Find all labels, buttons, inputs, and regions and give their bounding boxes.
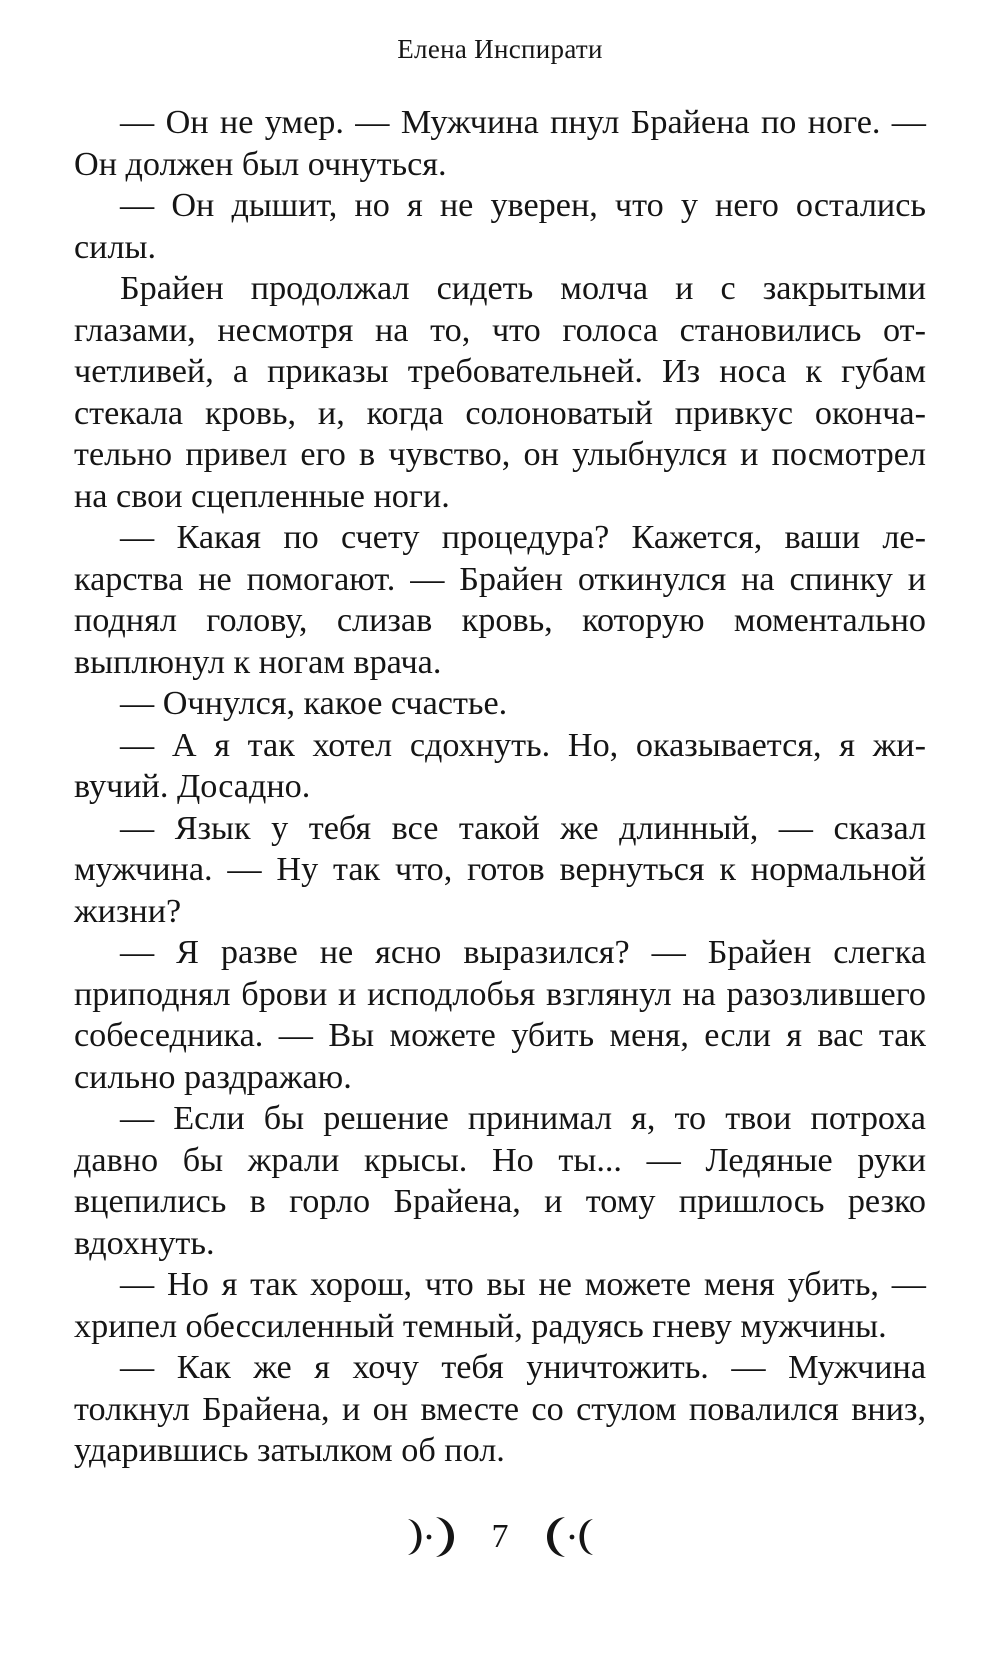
- paragraph-2: — Он дышит, но я не уверен, что у него остались силы.: [74, 187, 926, 266]
- paragraph-7: — Язык у тебя все такой же длинный, — сказал мужчина. — Ну так что, готов вернуться к нормальной жизни?: [74, 809, 926, 930]
- crescent-moons-left-icon: [535, 1515, 599, 1559]
- paragraph-4: — Какая по счету процедура? Кажется, ваши лекарства не помогают. — Брайен откинулся на спинку и поднял голову, слизав кровь, которую моментально выплюнул к ногам врача.: [74, 519, 926, 681]
- paragraph-9: — Если бы решение принимал я, то твои потроха давно бы жрали крысы. Но ты... — Ледяные руки вцепились в горло Брайена, и тому пришлось резко вдохнуть.: [74, 1100, 926, 1262]
- paragraph-6: — А я так хотел сдохнуть. Но, оказывается, я живучий. Досадно.: [74, 726, 926, 805]
- page-footer: [0, 1515, 1000, 1559]
- paragraph-3: Брайен продолжал сидеть молча и с закрытыми глазами, несмотря на то, что голоса становились отчетливей, а приказы требовательней. Из носа к губам стекала кровь, и, когда солоноватый привкус окончательно привел его в чувство, он улыбнулся и посмотрел на свои сцепленные ноги.: [74, 270, 926, 515]
- paragraph-11: — Как же я хочу тебя уничтожить. — Мужчина толкнул Брайена, и он вместе со стулом повалился вниз, ударившись затылком об пол.: [74, 1349, 926, 1469]
- page-number: 7: [491, 1518, 509, 1555]
- crescent-moons-right-icon: [402, 1515, 466, 1559]
- paragraph-8: — Я разве не ясно выразился? — Брайен слегка приподнял брови и исподлобья взглянул на разозлившего собеседника. — Вы можете убить меня, если я вас так сильно раздражаю.: [74, 934, 926, 1096]
- running-head-author: Елена Инспирати: [397, 34, 603, 64]
- paragraph-1: — Он не умер. — Мужчина пнул Брайена по ноге. — Он должен был очнуться.: [74, 104, 926, 183]
- paragraph-5: — Очнулся, какое счастье.: [120, 685, 508, 722]
- paragraph-10: — Но я так хорош, что вы не можете меня убить, — хрипел обессиленный темный, радуясь гневу мужчины.: [74, 1266, 926, 1345]
- body-text: [74, 102, 926, 1472]
